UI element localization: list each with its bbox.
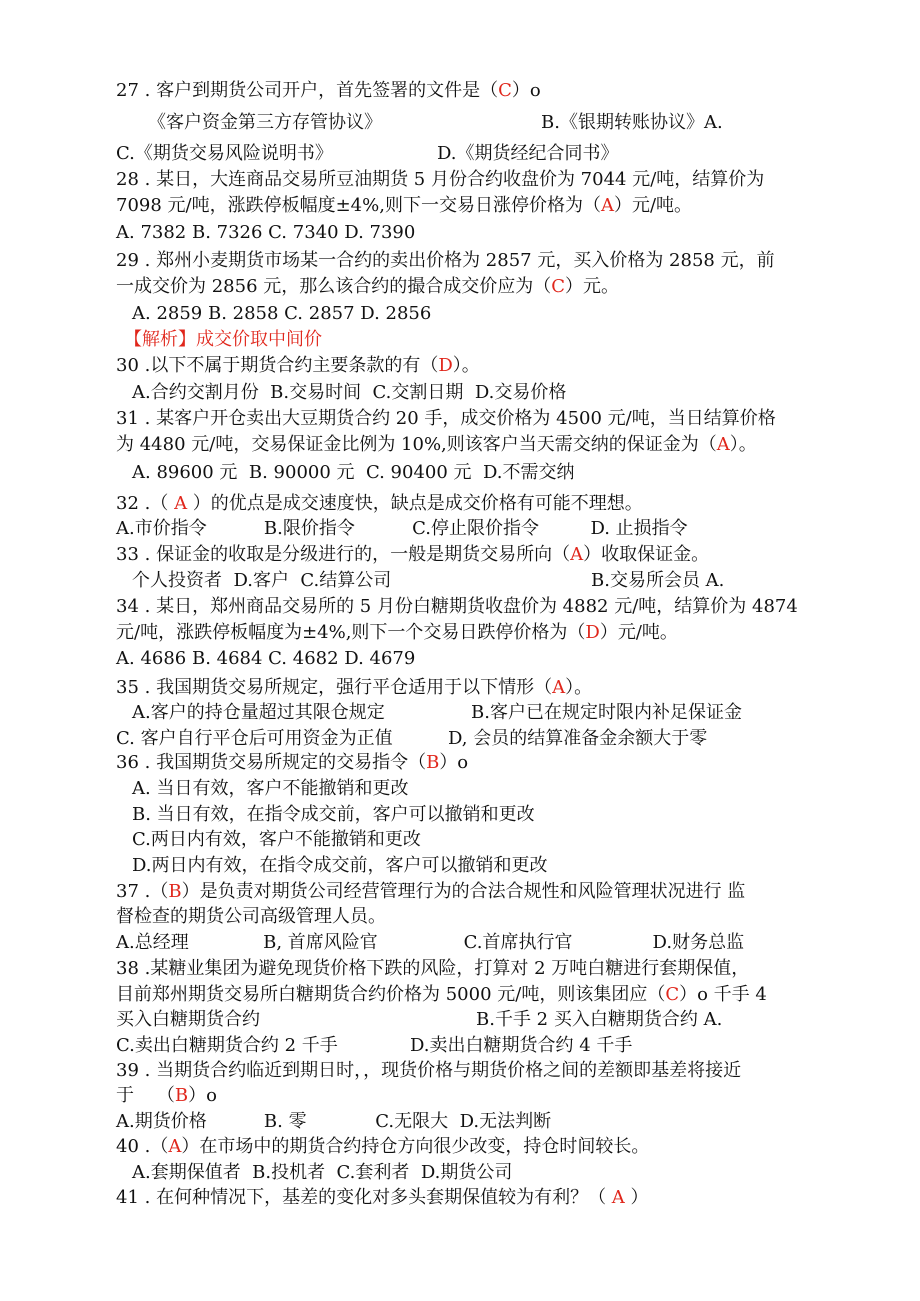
q37-l2 (116, 906, 386, 928)
q31-l1 (116, 408, 776, 430)
text-segment: 35 . 我国期货交易所规定，强行平仓适用于以下情形（ (116, 677, 553, 698)
text-segment: B.《银期转账协议》A. (541, 112, 723, 133)
text-segment: A.市价指令 B.限价指令 C.停止限价指令 D. 止损指令 (116, 518, 688, 539)
q36-oD (132, 855, 548, 877)
q27-o4 (437, 143, 619, 165)
text-segment: 36 . 我国期货交易所规定的交易指令（ (116, 752, 427, 773)
text-segment: ）的优点是成交速度快，缺点是成交价格有可能不理想。 (187, 493, 643, 514)
text-segment: B. 当日有效，在指令成交前，客户可以撤销和更改 (132, 804, 535, 825)
text-segment: D.卖出白糖期货合约 4 千手 (410, 1035, 633, 1056)
q30-o (132, 382, 566, 404)
text-segment: C. 客户自行平仓后可用资金为正值 (116, 728, 393, 749)
text-segment: 40 .（ (116, 1136, 169, 1157)
text-segment: 33 . 保证金的收取是分级进行的，一般是期货交易所向（ (116, 544, 571, 565)
text-segment: A. 7382 B. 7326 C. 7340 D. 7390 (116, 222, 416, 243)
text-segment: ）。 (729, 434, 757, 455)
answer-mark: A (570, 544, 584, 565)
text-segment: A.合约交割月份 B.交易时间 C.交割日期 D.交易价格 (132, 382, 567, 403)
q38-l2 (116, 984, 767, 1006)
answer-mark: D (438, 355, 453, 376)
text-segment: A. 89600 元 B. 90000 元 C. 90400 元 D.不需交纳 (132, 462, 575, 483)
text-segment: 37 .（ (116, 881, 169, 902)
q35 (116, 677, 592, 699)
text-segment: 为 4480 元/吨，交易保证金比例为 10%,则该客户当天需交纳的保证金为（ (116, 434, 717, 455)
q28-l2 (116, 195, 692, 217)
q32-o (116, 518, 688, 540)
q36-oC (132, 829, 421, 851)
q28-o (116, 222, 415, 244)
answer-mark: C (551, 276, 566, 297)
text-segment: A.总经理 B, 首席风险官 C.首席执行官 D.财务总监 (116, 932, 745, 953)
text-segment: B.客户已在规定时限内补足保证金 (471, 702, 742, 723)
q33-o2 (591, 570, 724, 592)
q31-l2 (116, 434, 757, 456)
q40-o (132, 1162, 512, 1184)
text-segment: D.两日内有效，在指令成交前，客户可以撤销和更改 (132, 855, 548, 876)
q34-l1 (116, 596, 798, 618)
q30 (116, 355, 480, 377)
answer-mark: C (665, 984, 680, 1005)
q40 (116, 1136, 649, 1158)
text-segment: 《客户资金第三方存管协议》 (148, 112, 382, 133)
text-segment: ）o (439, 752, 469, 773)
text-segment: B.交易所会员 A. (591, 570, 725, 591)
text-segment: A.期货价格 B. 零 C.无限大 D.无法判断 (116, 1111, 552, 1132)
answer-mark: B (174, 1085, 189, 1106)
q34-l2 (116, 622, 678, 644)
q29-o (132, 303, 431, 325)
q37-l1 (116, 881, 745, 903)
q38-l1 (116, 958, 749, 980)
text-segment: ）在市场中的期货合约持仓方向很少改变，持仓时间较长。 (181, 1136, 650, 1157)
text-segment: 目前郑州期货交易所白糖期货合约价格为 5000 元/吨，则该集团应（ (116, 984, 666, 1005)
text-segment: D, 会员的结算准备金余额大于零 (448, 728, 708, 749)
text-segment: 41 . 在何种情况下，基差的变化对多头套期保值较为有利？（ (116, 1187, 612, 1208)
text-segment: ）元/吨。 (599, 622, 678, 643)
text-segment: 31 . 某客户开仓卖出大豆期货合约 20 手，成交价格为 4500 元/吨，当日结算价格 (116, 408, 776, 429)
q38-o3 (116, 1035, 338, 1057)
text-segment: A.套期保值者 B.投机者 C.套利者 D.期货公司 (132, 1162, 513, 1183)
q38-l3b (476, 1009, 722, 1031)
text-segment: 买入白糖期货合约 (116, 1009, 260, 1030)
q31-o (132, 462, 574, 484)
answer-mark: A (174, 493, 188, 514)
answer-mark: C (498, 80, 512, 101)
text-segment: 30 .以下不属于期货合约主要条款的有（ (116, 355, 439, 376)
text-segment: A.客户的持仓量超过其限仓规定 (132, 702, 385, 723)
q36 (116, 752, 468, 774)
text-segment: 28 . 某日，大连商品交易所豆油期货 5 月份合约收盘价为 7044 元/吨，结算价为 (116, 169, 765, 190)
q35-o3 (116, 728, 393, 750)
text-segment: ）o 千手 4 (679, 984, 767, 1005)
text-segment: 39 . 当期货合约临近到期日时，，现货价格与期货价格之间的差额即基差将接近 (116, 1060, 742, 1081)
text-segment: 29 . 郑州小麦期货市场某一合约的卖出价格为 2857 元，买入价格为 2858 元，前 (116, 250, 775, 271)
text-segment: A. 4686 B. 4684 C. 4682 D. 4679 (116, 648, 416, 669)
q39-o (116, 1111, 551, 1133)
text-segment: 一成交价为 2856 元，那么该合约的撮合成交价应为（ (116, 276, 552, 297)
q29-l1 (116, 250, 775, 272)
text-segment: A. 2859 B. 2858 C. 2857 D. 2856 (132, 303, 432, 324)
text-segment: ）是负责对期货公司经营管理行为的合法合规性和风险管理状况进行 监 (181, 881, 746, 902)
q35-o4 (448, 728, 707, 750)
text-segment: 7098 元/吨，涨跌停板幅度±4%,则下一交易日涨停价格为（ (116, 195, 601, 216)
answer-mark: D (585, 622, 600, 643)
q36-oA (132, 778, 408, 800)
text-segment: ） (624, 1187, 649, 1208)
text-segment: ）。 (565, 677, 593, 698)
text-segment: 27 . 客户到期货公司开户，首先签署的文件是（ (116, 80, 499, 101)
text-segment: 个人投资者 D.客户 C.结算公司 (132, 570, 392, 591)
text-segment: 督检查的期货公司高级管理人员。 (116, 906, 386, 927)
text-segment: 34 . 某日，郑州商品交易所的 5 月份白糖期货收盘价为 4882 元/吨，结算价为 4874 (116, 596, 798, 617)
answer-mark: 【解析】成交价取中间价 (124, 329, 322, 350)
text-segment: B.千手 2 买入白糖期货合约 A. (476, 1009, 723, 1030)
answer-mark: A (168, 1136, 182, 1157)
answer-mark: A (600, 195, 614, 216)
q39-l1 (116, 1060, 741, 1082)
text-segment: A. 当日有效，客户不能撤销和更改 (132, 778, 409, 799)
text-segment: C.卖出白糖期货合约 2 千手 (116, 1035, 338, 1056)
text-segment: 于 （ (116, 1085, 175, 1106)
q33-o1 (132, 570, 391, 592)
q34-o (116, 648, 415, 670)
answer-mark: A (716, 434, 730, 455)
text-segment: 32 .（ (116, 493, 175, 514)
text-segment: 元/吨，涨跌停板幅度为±4%,则下一个交易日跌停价格为（ (116, 622, 586, 643)
q27 (116, 80, 541, 102)
q28-l1 (116, 169, 764, 191)
text-segment: C.《期货交易风险说明书》 (116, 143, 333, 164)
text-segment: ）收取保证金。 (583, 544, 710, 565)
q37-o (116, 932, 744, 954)
text-segment: ）元。 (565, 276, 620, 297)
text-segment: D.《期货经纪合同书》 (437, 143, 619, 164)
q29-l2 (116, 276, 619, 298)
text-segment: ）o (188, 1085, 217, 1106)
q36-oB (132, 804, 535, 826)
q29-note (124, 329, 322, 351)
q38-o4 (410, 1035, 632, 1057)
q35-o2 (471, 702, 742, 724)
text-segment: ）元/吨。 (613, 195, 693, 216)
q35-o1 (132, 702, 385, 724)
q41 (116, 1187, 649, 1209)
q27-o2 (541, 112, 723, 134)
q32 (116, 493, 643, 515)
text-segment: 38 .某糖业集团为避免现货价格下跌的风险，打算对 2 万吨白糖进行套期保值， (116, 958, 750, 979)
answer-mark: A (552, 677, 566, 698)
q38-l3a (116, 1009, 260, 1031)
text-segment: C.两日内有效，客户不能撤销和更改 (132, 829, 421, 850)
answer-mark: B (168, 881, 182, 902)
q27-o3 (116, 143, 333, 165)
q39-l2 (116, 1085, 217, 1107)
answer-mark: A (611, 1187, 625, 1208)
q33 (116, 544, 709, 566)
text-segment: ）。 (452, 355, 480, 376)
answer-mark: B (426, 752, 440, 773)
text-segment: ）o (511, 80, 541, 101)
q27-o1 (148, 112, 382, 134)
